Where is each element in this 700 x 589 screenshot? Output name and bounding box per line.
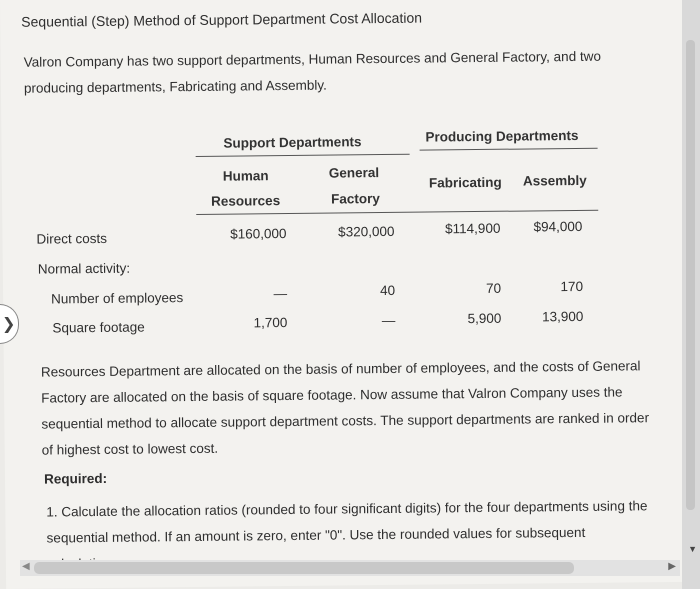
horizontal-scrollbar[interactable] — [20, 560, 680, 576]
horizontal-scroll-thumb[interactable] — [34, 562, 574, 574]
producing-rule — [420, 148, 598, 151]
page-title: Sequential (Step) Method of Support Department Cost Allocation — [21, 9, 423, 30]
square-footage-fab: 5,900 — [467, 310, 502, 327]
header-rule — [196, 210, 598, 215]
direct-costs-fab: $114,900 — [445, 220, 501, 237]
col-fabricating: Fabricating — [428, 174, 502, 191]
direct-costs-hr: $160,000 — [230, 226, 287, 242]
support-rule — [196, 154, 410, 157]
arrow-right-icon[interactable]: ▶ — [668, 561, 676, 572]
arrow-left-icon[interactable]: ◀ — [22, 561, 30, 572]
employees-asm: 170 — [560, 278, 584, 295]
vertical-scrollbar[interactable] — [682, 0, 700, 589]
question-1: 1. Calculate the allocation ratios (rounded to four significant digits) for the four departments using the sequential method. If an amount is zero, enter "0". Use the rounded values for subsequent — [46, 498, 648, 546]
square-footage-gf: — — [381, 312, 396, 329]
intro-text: Valron Company has two support departments, Human Resources and General Factory, and two producing departments, Fabricating and Assembly. — [23, 48, 601, 96]
required-label: Required: — [43, 470, 108, 487]
direct-costs-gf: $320,000 — [338, 223, 395, 240]
chevron-right-icon: ❯ — [2, 316, 16, 333]
employees-hr: — — [273, 286, 288, 302]
employees-gf: 40 — [379, 282, 396, 299]
col-general-factory-line1: General — [328, 165, 380, 181]
support-departments-header: Support Departments — [223, 134, 362, 151]
description-paragraph: Resources Department are allocated on the basis of number of employees, and the costs of General Factory are allocated on the basis of square footage. Now assume that Valron Company uses the sequential method to allocate support department costs. The support departments are ranked in order of highest cost to lowest cost. — [40, 358, 650, 458]
direct-costs-label: Direct costs — [36, 230, 108, 247]
producing-departments-header: Producing Departments — [425, 127, 579, 145]
col-general-factory-line2: Factory — [331, 191, 380, 207]
vertical-scroll-thumb[interactable] — [686, 40, 695, 510]
col-human-resources-line2: Resources — [211, 193, 281, 209]
employees-label: Number of employees — [51, 290, 184, 307]
square-footage-hr: 1,700 — [253, 315, 288, 331]
square-footage-asm: 13,900 — [541, 308, 584, 325]
arrow-down-icon[interactable]: ▼ — [688, 544, 697, 554]
col-assembly: Assembly — [522, 172, 587, 189]
square-footage-label: Square footage — [52, 319, 145, 336]
direct-costs-asm: $94,000 — [533, 218, 583, 235]
employees-fab: 70 — [485, 280, 502, 296]
col-human-resources-line1: Human — [222, 168, 269, 184]
normal-activity-label: Normal activity: — [37, 260, 131, 277]
